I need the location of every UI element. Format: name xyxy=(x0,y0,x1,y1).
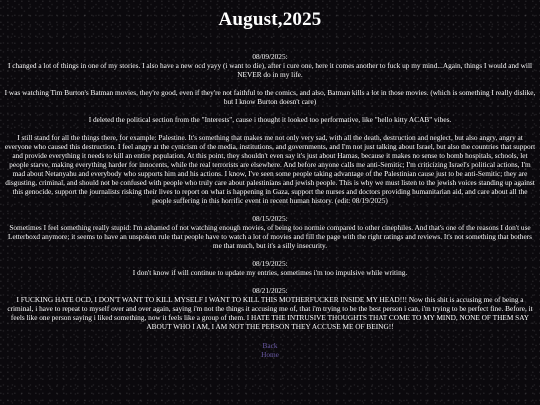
diary-entry xyxy=(4,259,536,277)
entry-date: 08/15/2025: xyxy=(252,214,288,223)
back-link[interactable]: Back xyxy=(262,341,278,350)
entry-date: 08/21/2025: xyxy=(252,286,288,295)
entry-paragraph: I was watching Tim Burton's Batman movies, they're good, even if they're not faithful to the comics, and also, Batman kills a lot in those movies. (which is something I really dislike, but I know Burton doesn't care) xyxy=(4,88,536,106)
entry-paragraph: I deleted the political section from the "Interests", cause i thought it looked too performative, like "hello kitty ACAB" vibes. xyxy=(88,115,452,124)
entry-paragraph: I don't know if will continue to update my entries, sometimes i'm too impulsive while writing. xyxy=(132,268,408,277)
page-title: August,2025 xyxy=(218,9,322,30)
diary-entry xyxy=(4,52,536,205)
diary-entries xyxy=(4,52,536,331)
entry-paragraph: I still stand for all the things there, for example: Palestine. It's something that makes me not only very sad, with all the death, destruction and neglect, but also angry, angry at everyone who caused this destruction. I feel angry at the cynicism of the media, institutions, and governments, and I'm not just talking about Israel, but also the countries that support and provide everything it needs to kill an entire population. At this point, they shouldn't even say it's just about Hamas, because it makes no sense to bomb hospitals, schools, let people starve, making everything harder for innocents, while the real terrorists are elsewhere. And before anyone calls me anti-Semitic; I'm criticizing Israel's political actions, I'm mad about Netanyahu and everybody who supports him and his actions. I know, I've seen some people taking advantage of the Palestinian cause just to be anti-Semitic; they are disgusting, criminal, and should not be confused with people who truly care about palestinians and jewish people. This is why we must listen to the jewish voices standing up against this genocide, support the journalists risking their lives to report on what is happening in Gaza, support the nurses and doctors providing humanitarian aid, and care about all the people suffering in this horrific event in recent human history. (edit: 08/19/2025) xyxy=(4,133,536,205)
diary-entry xyxy=(4,286,536,331)
entry-date: 08/19/2025: xyxy=(252,259,288,268)
entry-date: 08/09/2025: xyxy=(252,52,288,61)
home-link[interactable]: Home xyxy=(261,350,279,359)
footer-nav xyxy=(4,341,536,359)
entry-paragraph: I FUCKING HATE OCD, I DON'T WANT TO KILL MYSELF I WANT TO KILL THIS MOTHERFUCKER INSIDE MY HEAD!!! Now this shit is accusing me of being a criminal, i have to repeat to myself over and over again, saying i'm not the things it accusing me of, that i'm trying to be the best person i can, i'm trying to be perfect fine. Before, it feels like one person saying i liked something, now it feels like a group of them. I HATE THE INTRUSIVE THOUGHTS THAT COME TO MY MIND, NONE OF THEM SAY ABOUT WHO I AM, I AM NOT THE PERSON THEY ACCUSE ME OF BEING!! xyxy=(7,295,533,331)
entry-paragraph: I changed a lot of things in one of my stories. I also have a new ocd yayy (i want to die), after i cure one, here it comes another to fuck up my mind...Again, things I would and will NEVER do in my life. xyxy=(7,61,533,79)
entry-paragraph: Sometimes I feel something really stupid: I'm ashamed of not watching enough movies, of being too normie compared to other cinephiles. And that's one of the reasons I don't use Letterboxd anymore; it seems to have an unspoken rule that people have to watch a lot of movies and fill the page with the right ratings and reviews. It's not something that bothers me that much, but it's a silly insecurity. xyxy=(8,223,532,250)
diary-entry xyxy=(4,214,536,250)
